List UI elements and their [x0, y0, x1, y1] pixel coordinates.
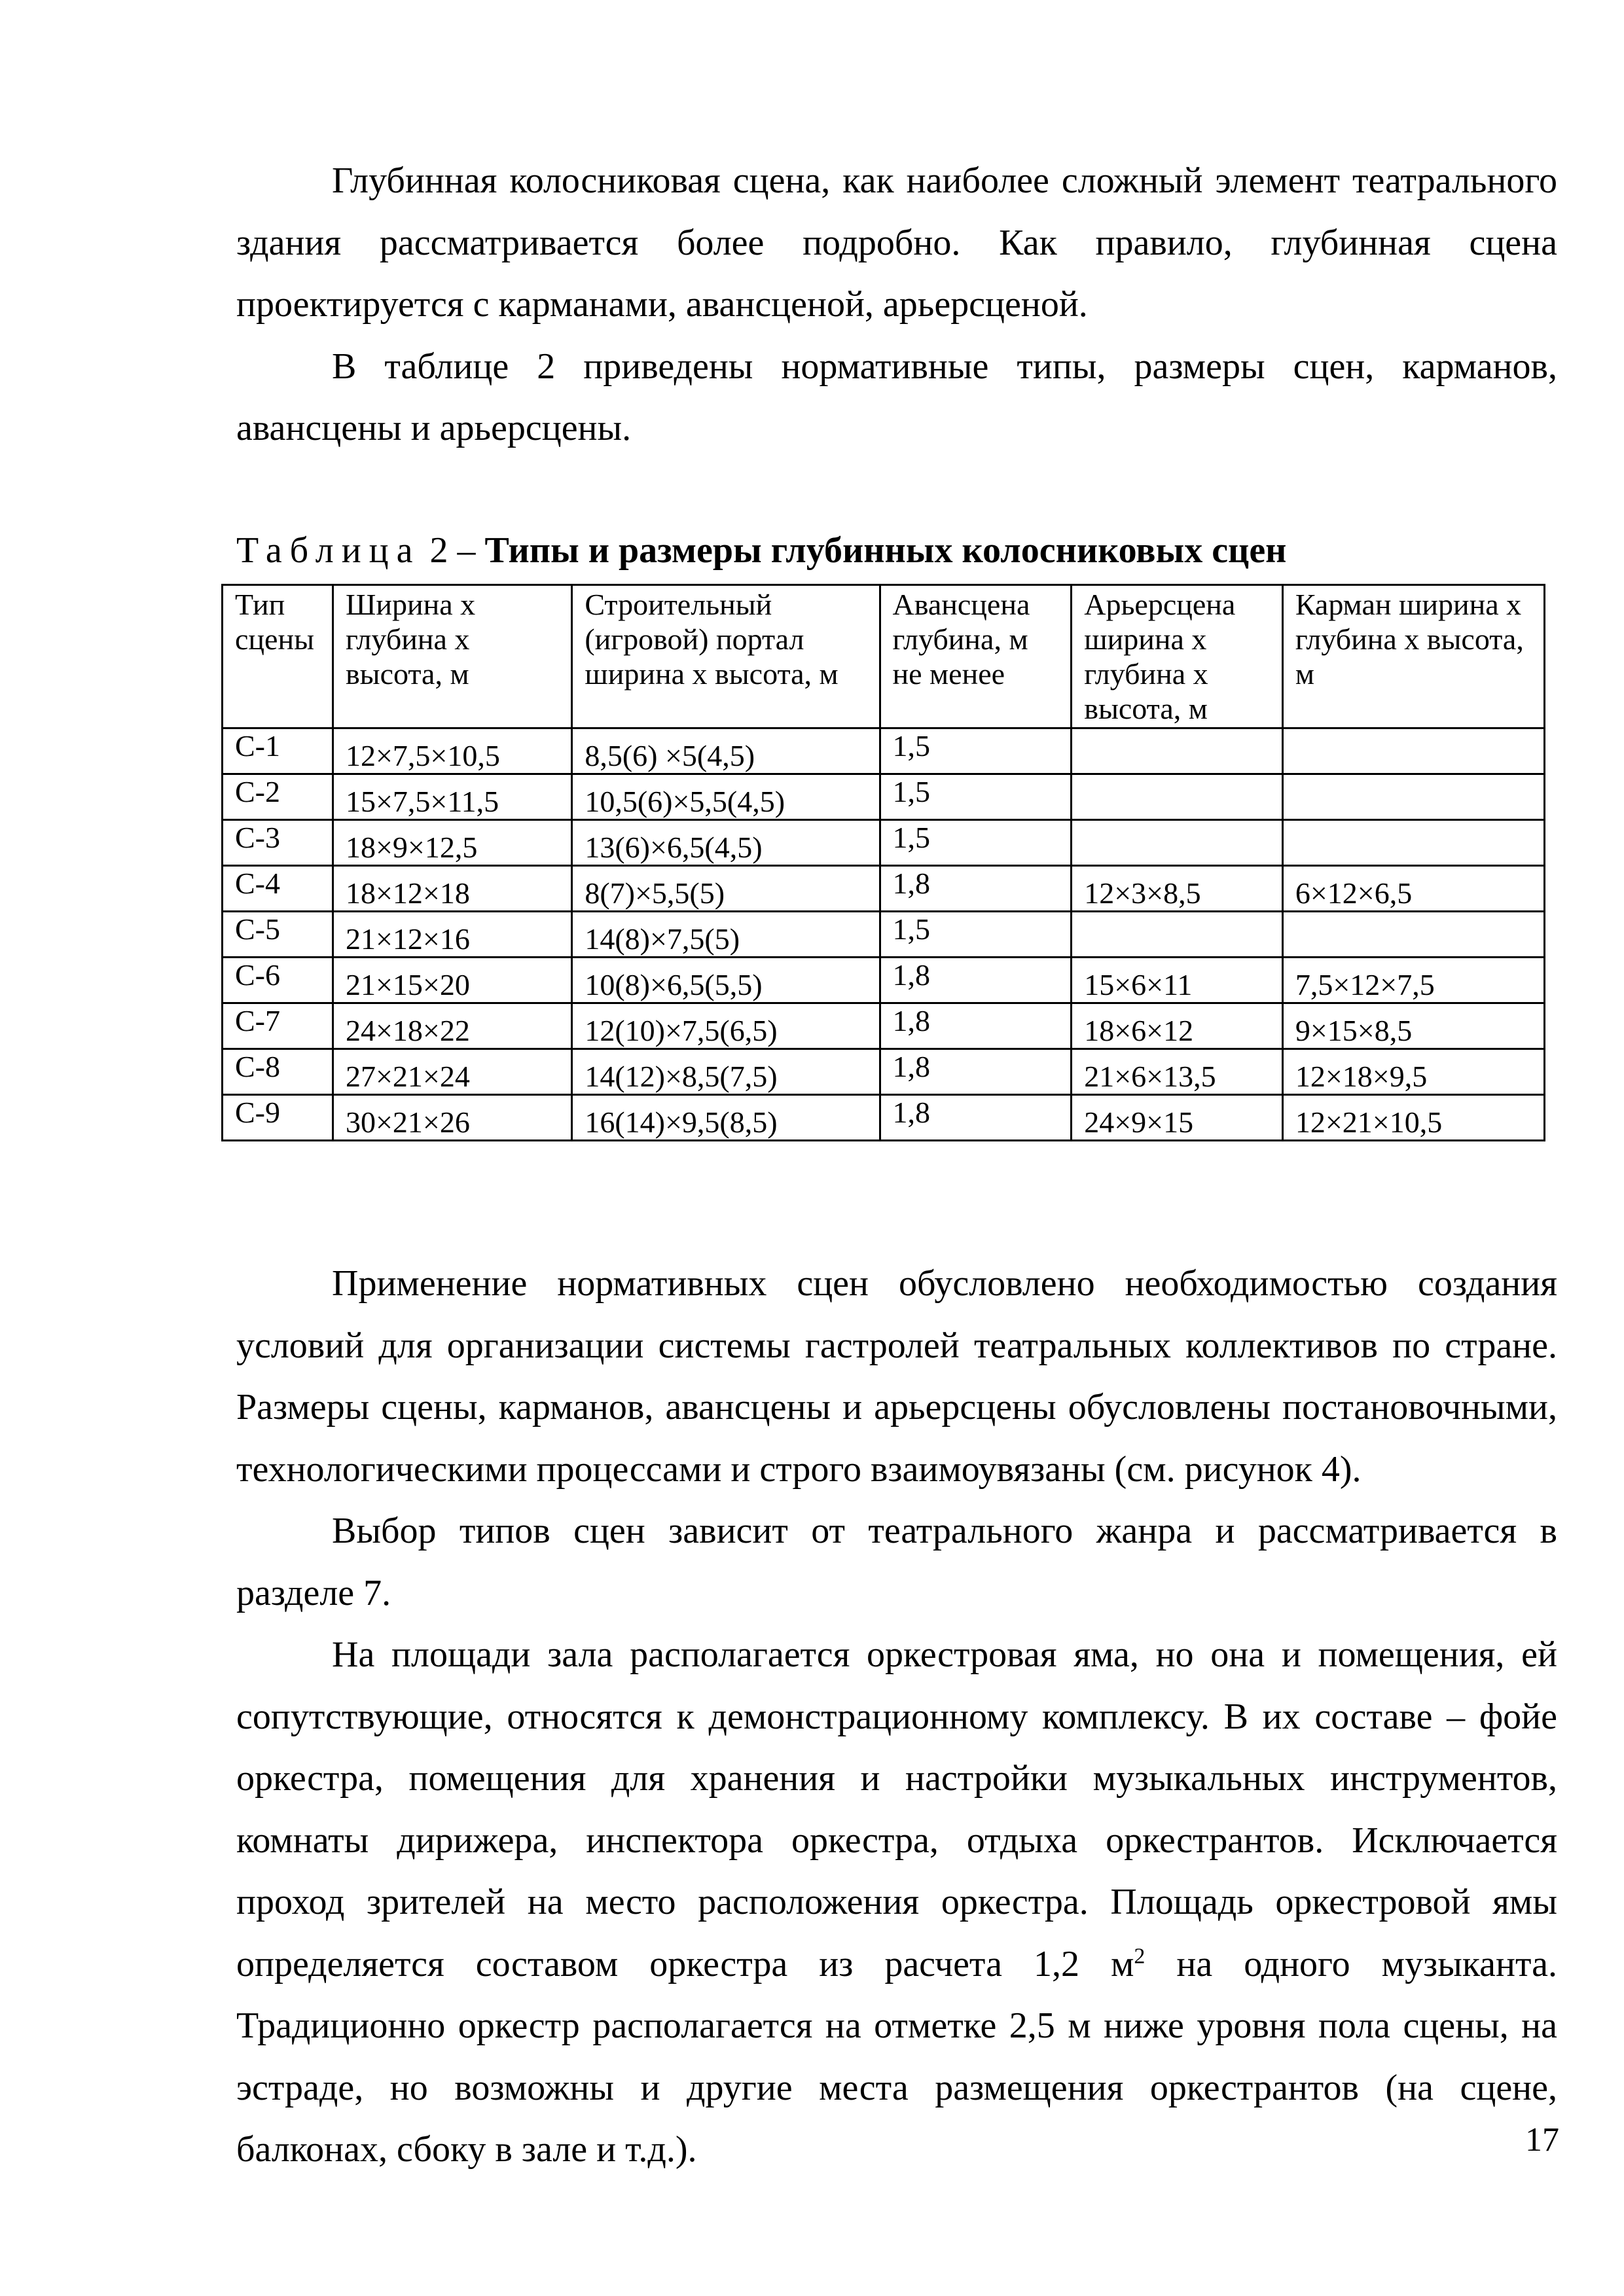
table-cell: [223, 820, 333, 866]
table-cell: [333, 1049, 571, 1095]
cell-value: 18×6×12: [1084, 1014, 1194, 1047]
paragraph-orchestra: [236, 1624, 1557, 2181]
table-row: [223, 1049, 1545, 1095]
cell-value: 12×7,5×10,5: [345, 739, 500, 772]
table-row: [223, 1003, 1545, 1049]
cell-value: 1,5: [892, 821, 931, 854]
cell-value: С-6: [235, 958, 280, 992]
table-row: [223, 866, 1545, 912]
column-header: Карман ширина x глубина x высота, м: [1282, 585, 1544, 728]
table-cell: [1072, 820, 1283, 866]
cell-value: С-2: [235, 775, 280, 808]
cell-value: 1,8: [892, 867, 931, 900]
table-caption: [236, 520, 1557, 582]
table-cell: [572, 1003, 880, 1049]
cell-value: 15×6×11: [1084, 968, 1193, 1001]
page-number: 17: [1525, 2121, 1559, 2159]
table-cell: [333, 774, 571, 820]
cell-value: 14(8)×7,5(5): [585, 922, 740, 956]
cell-value: 1,8: [892, 1050, 931, 1083]
table-row: [223, 1095, 1545, 1141]
table-cell: [223, 958, 333, 1003]
cell-value: 1,5: [892, 912, 931, 946]
table-cell: [1282, 866, 1544, 912]
cell-value: С-8: [235, 1050, 280, 1083]
table-cell: [880, 728, 1072, 774]
table-cell: [880, 820, 1072, 866]
table-cell: [223, 774, 333, 820]
cell-value: [1295, 730, 1532, 738]
table-cell: [572, 1049, 880, 1095]
table-cell: [333, 958, 571, 1003]
table-cell: [223, 1003, 333, 1049]
table-cell: [880, 774, 1072, 820]
cell-value: 10(8)×6,5(5,5): [585, 968, 763, 1001]
cell-value: 8(7)×5,5(5): [585, 876, 725, 910]
caption-number: 2 –: [420, 529, 485, 571]
paragraph-table-ref: В таблице 2 приведены нормативные типы, размеры сцен, карманов, авансцены и арьерсцены.: [236, 346, 1557, 448]
cell-value: [1084, 914, 1270, 922]
superscript: 2: [1134, 1943, 1146, 1968]
paragraph-choice: Выбор типов сцен зависит от театрального жанра и рассматривается в разделе 7.: [236, 1511, 1557, 1613]
table-cell: [572, 820, 880, 866]
table-cell: [1072, 866, 1283, 912]
table-cell: [223, 866, 333, 912]
cell-value: [1295, 776, 1532, 784]
cell-value: С-1: [235, 729, 280, 762]
page-content: [236, 150, 1557, 2181]
caption-title: Типы и размеры глубинных колосниковых сцен: [484, 529, 1287, 571]
cell-value: 18×12×18: [345, 876, 470, 910]
table-cell: [880, 1095, 1072, 1141]
table-cell: [572, 912, 880, 958]
cell-value: 8,5(6) ×5(4,5): [585, 739, 755, 772]
cell-value: 12×3×8,5: [1084, 876, 1201, 910]
table-cell: [1072, 728, 1283, 774]
cell-value: 1,8: [892, 1004, 931, 1037]
table-cell: [572, 866, 880, 912]
scene-types-table: [221, 584, 1545, 1141]
table-cell: [333, 1095, 571, 1141]
table-cell: [333, 820, 571, 866]
cell-value: 14(12)×8,5(7,5): [585, 1060, 778, 1093]
cell-value: 12×21×10,5: [1295, 1105, 1443, 1139]
column-header: Строительный (игровой) портал ширина x высота, м: [572, 585, 880, 728]
table-cell: [1282, 1095, 1544, 1141]
cell-value: 18×9×12,5: [345, 831, 478, 864]
cell-value: 12(10)×7,5(6,5): [585, 1014, 778, 1047]
table-cell: [1072, 1095, 1283, 1141]
orchestra-text-1: На площади зала располагается оркестровая яма, но она и помещения, ей сопутствующие, относятся к демонстрационному комплексу. В их составе – фойе оркестра, помещения для хранения и настройки музыкальных инструментов, комнаты дирижера, инспектора оркестра, отдыха оркестрантов. Исключается проход зрителей на место расположения оркестра. Площадь оркестровой ямы определяется составом оркестра из расчета 1,2 м: [236, 1634, 1557, 1984]
table-cell: [333, 866, 571, 912]
cell-value: 27×21×24: [345, 1060, 470, 1093]
cell-value: 1,8: [892, 1096, 931, 1129]
table-row: [223, 728, 1545, 774]
cell-value: С-3: [235, 821, 280, 854]
table-cell: [572, 774, 880, 820]
table-cell: [880, 866, 1072, 912]
table-cell: [223, 1095, 333, 1141]
table-cell: [333, 728, 571, 774]
table-cell: [333, 912, 571, 958]
table-row: [223, 912, 1545, 958]
cell-value: 1,8: [892, 958, 931, 992]
table-cell: [223, 1049, 333, 1095]
cell-value: 1,5: [892, 775, 931, 808]
column-header: Арьерсцена ширина x глубина x высота, м: [1072, 585, 1283, 728]
cell-value: 16(14)×9,5(8,5): [585, 1105, 778, 1139]
table-cell: [572, 1095, 880, 1141]
table-row: [223, 774, 1545, 820]
cell-value: 21×15×20: [345, 968, 470, 1001]
table-cell: [1282, 1003, 1544, 1049]
cell-value: 9×15×8,5: [1295, 1014, 1413, 1047]
table-cell: [572, 728, 880, 774]
table-cell: [1072, 912, 1283, 958]
table-cell: [1072, 958, 1283, 1003]
cell-value: [1084, 730, 1270, 738]
paragraph-normative: Применение нормативных сцен обусловлено необходимостью создания условий для организации системы гастролей театральных коллективов по стране. Размеры сцены, карманов, авансцены и арьерсцены обусловлены постановочными, технологическими процессами и строго взаимоувязаны (см. рисунок 4).: [236, 1263, 1557, 1490]
table-cell: [1282, 820, 1544, 866]
table-cell: [880, 1003, 1072, 1049]
caption-prefix: Таблица: [236, 529, 421, 571]
orchestra-text-2: на одного музыканта. Традиционно оркестр располагается на отметке 2,5 м ниже уровня пола сцены, на эстраде, но возможны и другие места размещения оркестрантов (на сцене, балконах, сбоку в зале и т.д.).: [236, 1943, 1558, 2170]
table-cell: [333, 1003, 571, 1049]
cell-value: [1084, 822, 1270, 830]
column-header: Авансцена глубина, м не менее: [880, 585, 1072, 728]
table-cell: [880, 912, 1072, 958]
column-header: Ширина x глубина x высота, м: [333, 585, 571, 728]
table-cell: [572, 958, 880, 1003]
table-cell: [1072, 1003, 1283, 1049]
table-cell: [1072, 774, 1283, 820]
cell-value: С-9: [235, 1096, 280, 1129]
cell-value: 24×9×15: [1084, 1105, 1194, 1139]
table-cell: [880, 958, 1072, 1003]
table-row: [223, 958, 1545, 1003]
cell-value: [1084, 776, 1270, 784]
cell-value: 24×18×22: [345, 1014, 470, 1047]
cell-value: 21×12×16: [345, 922, 470, 956]
cell-value: 21×6×13,5: [1084, 1060, 1216, 1093]
table-cell: [1282, 958, 1544, 1003]
column-header: Тип сцены: [223, 585, 333, 728]
table-cell: [1282, 912, 1544, 958]
cell-value: С-4: [235, 867, 280, 900]
table-row: [223, 820, 1545, 866]
cell-value: 12×18×9,5: [1295, 1060, 1428, 1093]
cell-value: [1295, 822, 1532, 830]
cell-value: 6×12×6,5: [1295, 876, 1413, 910]
table-header-row: [223, 585, 1545, 728]
cell-value: С-7: [235, 1004, 280, 1037]
table-cell: [880, 1049, 1072, 1095]
cell-value: 7,5×12×7,5: [1295, 968, 1435, 1001]
cell-value: С-5: [235, 912, 280, 946]
cell-value: 30×21×26: [345, 1105, 470, 1139]
cell-value: 10,5(6)×5,5(4,5): [585, 785, 785, 818]
table-cell: [1282, 774, 1544, 820]
paragraph-intro: Глубинная колосниковая сцена, как наиболее сложный элемент театрального здания рассматривается более подробно. Как правило, глубинная сцена проектируется с карманами, авансценой, арьерсценой.: [236, 160, 1557, 325]
cell-value: 15×7,5×11,5: [345, 785, 499, 818]
table-cell: [1072, 1049, 1283, 1095]
table-cell: [1282, 1049, 1544, 1095]
cell-value: [1295, 914, 1532, 922]
table-cell: [223, 912, 333, 958]
table-cell: [223, 728, 333, 774]
cell-value: 1,5: [892, 729, 931, 762]
table-cell: [1282, 728, 1544, 774]
cell-value: 13(6)×6,5(4,5): [585, 831, 763, 864]
